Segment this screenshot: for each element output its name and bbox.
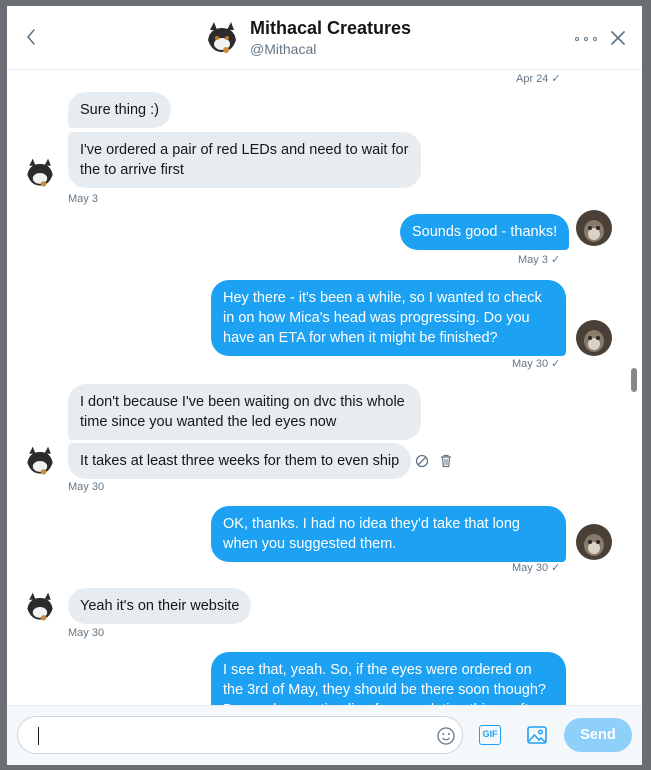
dm-window	[7, 6, 642, 765]
message-meta	[518, 253, 560, 266]
send-button[interactable]: Send	[564, 718, 632, 752]
message-list[interactable]	[7, 70, 642, 705]
contact-name[interactable]: Mithacal Creatures	[250, 18, 412, 38]
message-bubble-outgoing[interactable]: Hey there - it's been a while, so I wanted to check in on how Mica's head was progressing. Do you have an ETA for when it might be finished?	[211, 280, 566, 356]
avatar-self[interactable]	[576, 320, 612, 356]
message-date: May 30	[68, 627, 105, 639]
message-bubble-incoming[interactable]: I've ordered a pair of red LEDs and need to wait for the to arrive first	[68, 132, 421, 188]
cat-photo-avatar-icon	[576, 524, 612, 560]
message-composer	[7, 705, 642, 765]
more-options-dot	[584, 37, 588, 41]
message-bubble-incoming[interactable]: Yeah it's on their website	[68, 588, 251, 624]
message-date: May 30	[512, 358, 549, 370]
image-icon[interactable]	[526, 724, 548, 746]
read-receipt: ✓	[550, 254, 561, 266]
message-date: May 30	[512, 562, 549, 574]
trash-icon[interactable]	[439, 454, 453, 468]
cat-photo-avatar-icon	[576, 320, 612, 356]
more-options-button[interactable]	[575, 34, 597, 44]
message-meta	[512, 561, 560, 574]
cat-avatar-icon	[22, 589, 58, 625]
close-button[interactable]	[607, 26, 629, 50]
read-receipt: ✓	[551, 562, 561, 574]
conversation-header	[7, 6, 642, 70]
message-date: May 3	[518, 254, 548, 266]
avatar-self[interactable]	[576, 524, 612, 560]
avatar[interactable]	[22, 443, 58, 479]
read-receipt: ✓	[551, 358, 561, 370]
emoji-icon[interactable]	[436, 726, 456, 746]
message-date: Apr 24	[516, 73, 549, 85]
cat-avatar-icon	[202, 18, 242, 58]
message-meta	[512, 357, 560, 370]
message-bubble-outgoing[interactable]: Sounds good - thanks!	[400, 214, 569, 250]
back-arrow-icon	[25, 28, 37, 46]
message-meta	[516, 72, 561, 85]
scrollbar-thumb[interactable]	[631, 368, 637, 392]
message-bubble-outgoing[interactable]: OK, thanks. I had no idea they'd take that long when you suggested them.	[211, 506, 566, 562]
gif-button[interactable]: GIF	[479, 725, 501, 745]
message-date: May 3	[68, 193, 98, 205]
more-options-icon	[575, 37, 579, 41]
read-receipt: ✓	[551, 73, 561, 85]
avatar[interactable]	[22, 155, 58, 191]
header-avatar[interactable]	[202, 18, 242, 58]
avatar-self[interactable]	[576, 210, 612, 246]
cat-photo-avatar-icon	[576, 210, 612, 246]
message-input[interactable]	[17, 716, 463, 754]
contact-handle: @Mithacal	[250, 41, 317, 57]
message-actions	[415, 454, 453, 468]
block-icon[interactable]	[415, 454, 429, 468]
message-bubble-incoming[interactable]: It takes at least three weeks for them to even ship	[68, 443, 411, 479]
back-button[interactable]	[19, 24, 43, 50]
cat-avatar-icon	[22, 443, 58, 479]
message-bubble-incoming[interactable]: Sure thing :)	[68, 92, 171, 128]
text-caret	[38, 727, 39, 745]
close-icon	[611, 31, 625, 45]
message-bubble-incoming[interactable]: I don't because I've been waiting on dvc this whole time since you wanted the led eyes now	[68, 384, 421, 440]
cat-avatar-icon	[22, 155, 58, 191]
more-options-dot	[593, 37, 597, 41]
message-bubble-outgoing[interactable]: I see that, yeah. So, if the eyes were ordered on the 3rd of May, they should be there soon though?	[211, 652, 566, 732]
avatar[interactable]	[22, 589, 58, 625]
message-date: May 30	[68, 481, 105, 493]
